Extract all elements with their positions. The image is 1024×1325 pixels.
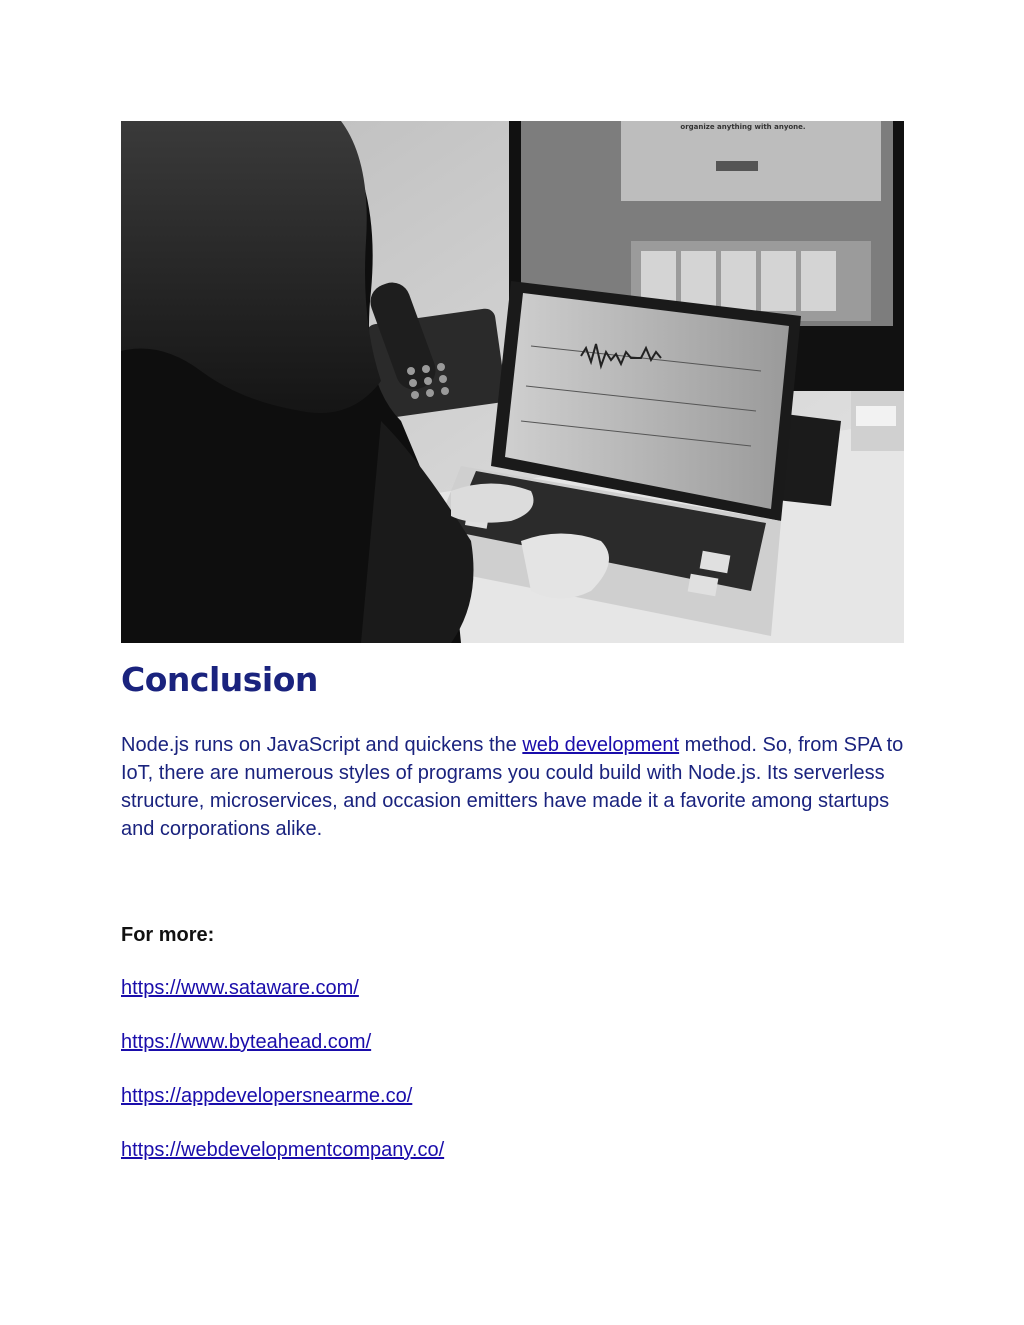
link-sataware[interactable]: https://www.sataware.com/ <box>121 977 359 999</box>
for-more-label: For more: <box>121 924 215 946</box>
link-byteahead[interactable]: https://www.byteahead.com/ <box>121 1031 372 1053</box>
paragraph-text-2: method. So, from SPA to IoT, there are numerous styles of programs you could build with Node.js. Its serverless structure, microservices, and occasion emitters have made it a favorite among startups and corporations alike. <box>121 734 904 840</box>
link-webdevelopmentcompany[interactable]: https://webdevelopmentcompany.co/ <box>121 1139 445 1161</box>
conclusion-heading: Conclusion <box>121 660 318 699</box>
link-appdevelopersnearme[interactable]: https://appdevelopersnearme.co/ <box>121 1085 413 1107</box>
paragraph-text-1: Node.js runs on JavaScript and quickens the <box>121 734 523 756</box>
hero-photo <box>121 121 904 643</box>
monitor-screen-text: organize anything with anyone. <box>680 123 806 131</box>
conclusion-paragraph <box>121 731 921 843</box>
web-development-link[interactable]: web development <box>522 734 680 756</box>
